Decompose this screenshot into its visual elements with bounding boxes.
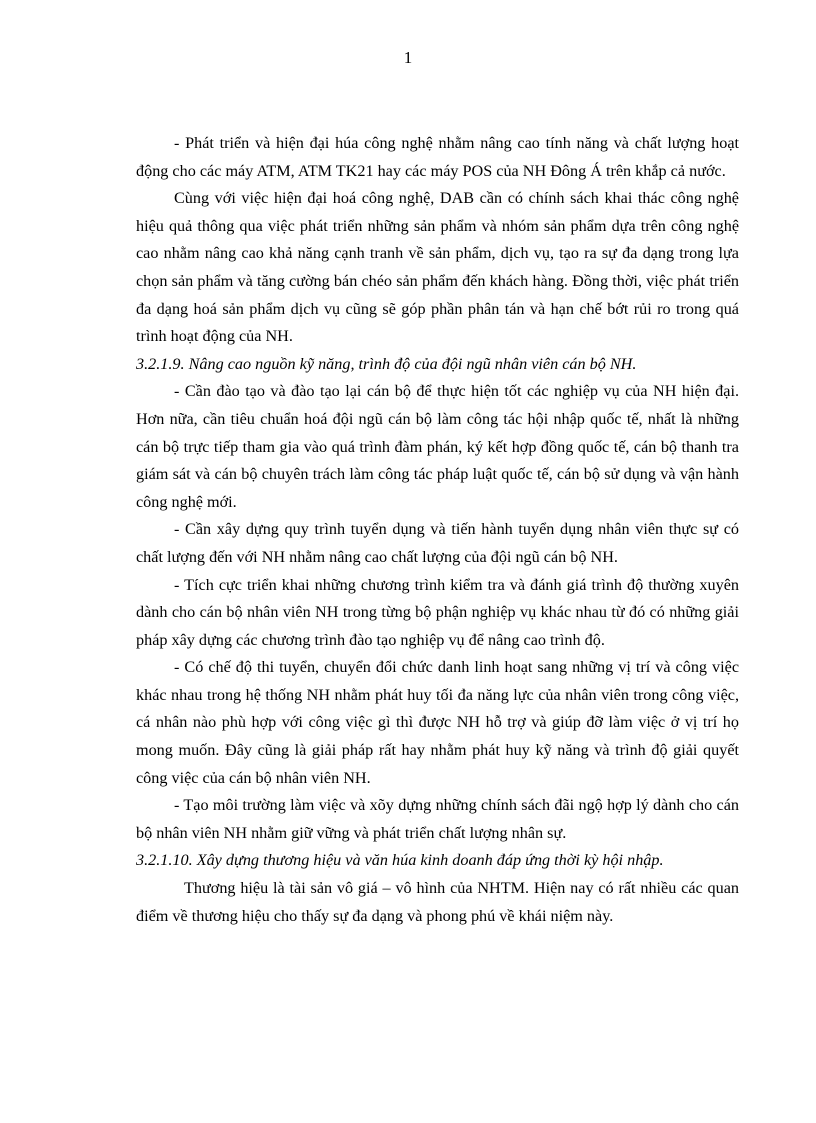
paragraph-brand-value: Thương hiệu là tài sản vô giá – vô hình của NHTM. Hiện nay có rất nhiều các quan điểm về thương hiệu cho thấy sự đa dạng và phong phú về khái niệm này. [136, 879, 739, 925]
document-body [136, 130, 739, 930]
paragraph-technology-exploitation: Cùng với việc hiện đại hoá công nghệ, DAB cần có chính sách khai thác công nghệ hiệu quả thông qua việc phát triển những sản phẩm và nhóm sản phẩm dựa trên công nghệ cao nhằm nâng cao khả năng cạnh tranh về sản phẩm, dịch vụ, tạo ra sự đa dạng trong lựa chọn sản phẩm và tăng cường bán chéo sản phẩm đến khách hàng. Đồng thời, việc phát triển đa dạng hoá sản phẩm dịch vụ cũng sẽ góp phần phân tán và hạn chế bớt rủi ro trong quá trình hoạt động của NH. [136, 189, 739, 346]
section-heading-3-2-1-10: 3.2.1.10. Xây dựng thương hiệu và văn húa kinh doanh đáp ứng thời kỳ hội nhập. [136, 851, 664, 870]
paragraph-technology-modernization: - Phát triển và hiện đại húa công nghệ nhằm nâng cao tính năng và chất lượng hoạt động cho các máy ATM, ATM TK21 hay các máy POS của NH Đông Á trên khắp cả nước. [136, 134, 739, 180]
paragraph-job-rotation: - Có chế độ thi tuyển, chuyển đổi chức danh linh hoạt sang những vị trí và công việc khác nhau trong hệ thống NH nhằm phát huy tối đa năng lực của nhân viên trong công việc, cá nhân nào phù hợp với công việc gì thì được NH hỗ trợ và giúp đỡ làm việc ở vị trí họ mong muốn. Đây cũng là giải pháp rất hay nhằm phát huy kỹ năng và trình độ giải quyết công việc của cán bộ nhân viên NH. [136, 658, 739, 787]
paragraph-staff-training: - Cần đào tạo và đào tạo lại cán bộ để thực hiện tốt các nghiệp vụ của NH hiện đại. Hơn nữa, cần tiêu chuẩn hoá đội ngũ cán bộ làm công tác hội nhập quốc tế, nhất là những cán bộ trực tiếp tham gia vào quá trình đàm phán, ký kết hợp đồng quốc tế, cán bộ thanh tra giám sát và cán bộ chuyên trách làm công tác pháp luật quốc tế, cán bộ sử dụng và vận hành công nghệ mới. [136, 382, 739, 511]
paragraph-skill-assessment: - Tích cực triển khai những chương trình kiểm tra và đánh giá trình độ thường xuyên dành cho cán bộ nhân viên NH trong từng bộ phận nghiệp vụ khác nhau từ đó có những giải pháp xây dựng các chương trình đào tạo nghiệp vụ để nâng cao trình độ. [136, 575, 739, 649]
page-number: 1 [403, 48, 413, 67]
paragraph-recruitment: - Cần xây dựng quy trình tuyển dụng và tiến hành tuyển dụng nhân viên thực sự có chất lượng đến với NH nhằm nâng cao chất lượng của đội ngũ cán bộ NH. [136, 520, 739, 566]
section-heading-3-2-1-9: 3.2.1.9. Nâng cao nguồn kỹ năng, trình độ của đội ngũ nhân viên cán bộ NH. [136, 354, 637, 373]
paragraph-work-environment: - Tạo môi trường làm việc và xõy dựng những chính sách đãi ngộ hợp lý dành cho cán bộ nhân viên NH nhằm giữ vững và phát triển chất lượng nhân sự. [136, 796, 739, 842]
